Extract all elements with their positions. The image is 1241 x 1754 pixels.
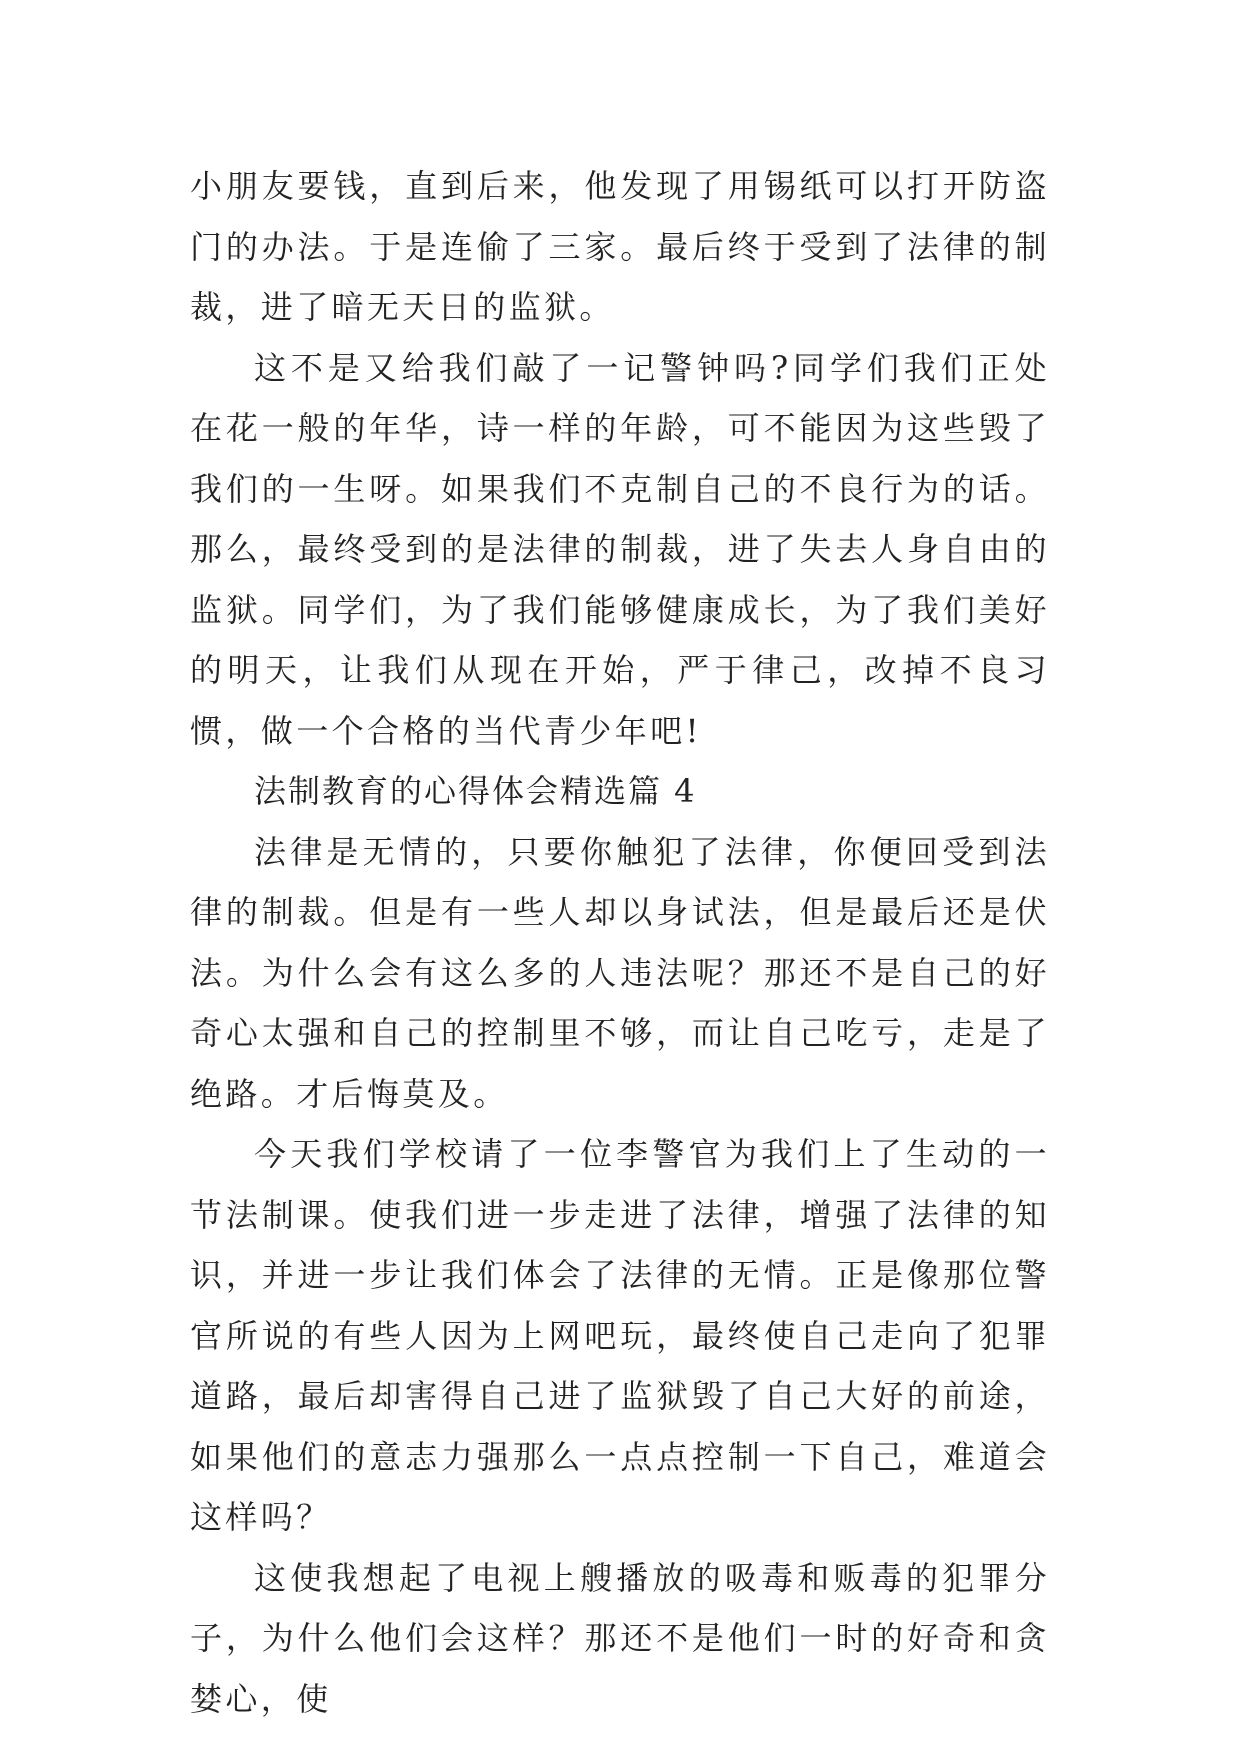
paragraph-warning-bell: 这不是又给我们敲了一记警钟吗?同学们我们正处在花一般的年华，诗一样的年龄，可不能因为这些毁了我们的一生呀。如果我们不克制自己的不良行为的话。那么，最终受到的是法律的制裁，进了失去人身自由的监狱。同学们，为了我们能够健康成长，为了我们美好的明天，让我们从现在开始，严于律己，改掉不良习惯，做一个合格的当代青少年吧! (190, 348, 1050, 750)
section-heading: 法制教育的心得体会精选篇 4 (254, 772, 697, 810)
document-body (190, 156, 1050, 1729)
paragraph-drug-crime: 这使我想起了电视上艘播放的吸毒和贩毒的犯罪分子，为什么他们会这样？那还不是他们一时的好奇和贪婪心，使 (190, 1558, 1050, 1718)
paragraph-law-is-ruthless: 法律是无情的，只要你触犯了法律，你便回受到法律的制裁。但是有一些人却以身试法，但是最后还是伏法。为什么会有这么多的人违法呢？那还不是自己的好奇心太强和自己的控制里不够，而让自己吃亏，走是了绝路。才后悔莫及。 (190, 832, 1050, 1113)
paragraph-legal-class: 今天我们学校请了一位李警官为我们上了生动的一节法制课。使我们进一步走进了法律，增强了法律的知识，并进一步让我们体会了法律的无情。正是像那位警官所说的有些人因为上网吧玩，最终使自己走向了犯罪道路，最后却害得自己进了监狱毁了自己大好的前途，如果他们的意志力强那么一点点控制一下自己，难道会这样吗？ (190, 1135, 1050, 1536)
paragraph-continuation: 小朋友要钱，直到后来，他发现了用锡纸可以打开防盗门的办法。于是连偷了三家。最后终于受到了法律的制裁，进了暗无天日的监狱。 (190, 167, 1050, 326)
